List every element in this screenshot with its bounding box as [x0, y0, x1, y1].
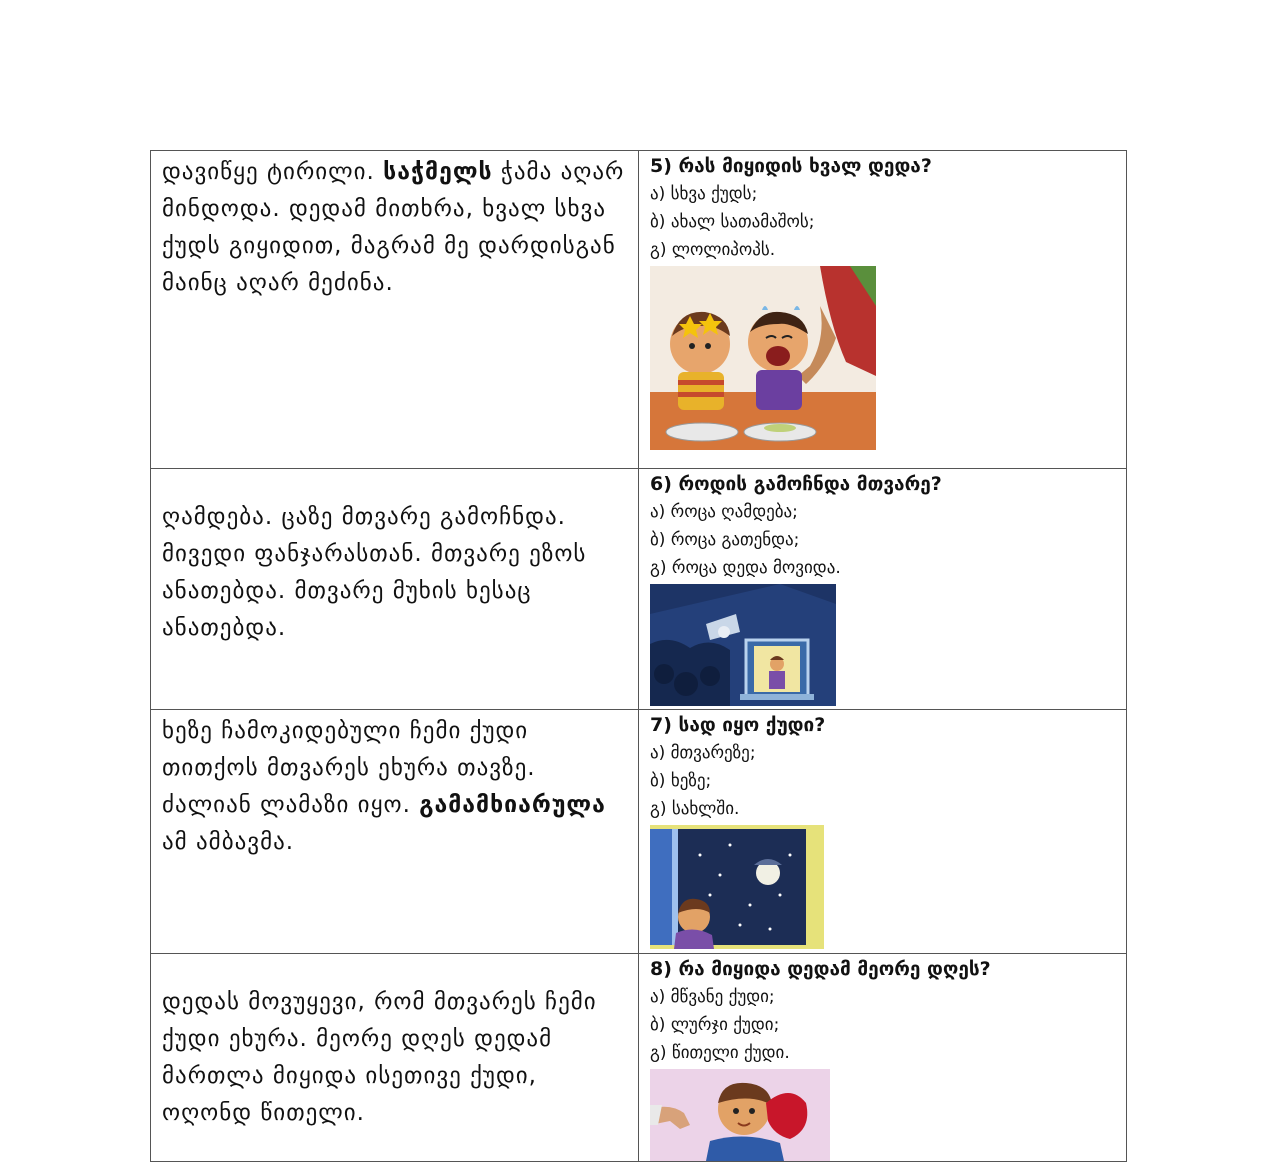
- table-row: [151, 710, 1127, 954]
- answer-option: ა) როცა ღამდება;: [650, 502, 798, 522]
- night-window-illustration: [650, 584, 836, 706]
- answer-options: [639, 498, 1126, 582]
- boy-looking-at-moon-illustration: [650, 825, 824, 949]
- crying-boys-illustration: [650, 266, 876, 450]
- question-title: 7) სად იყო ქუდი?: [650, 714, 826, 736]
- answer-option: ბ) ლურჯი ქუდი;: [650, 1015, 780, 1035]
- answer-options: [639, 180, 1126, 264]
- answer-option: ა) მთვარეზე;: [650, 743, 756, 763]
- story-text-part: ამ ამბავმა.: [162, 829, 295, 855]
- story-text: ღამდება. ცაზე მთვარე გამოჩნდა. მივედი ფანჯარასთან. მთვარე ეზოს ანათებდა. მთვარე მუხის ხესაც ანათებდა.: [162, 504, 587, 641]
- story-text: [151, 151, 638, 302]
- answer-option: ბ) როცა გათენდა;: [650, 530, 800, 550]
- question-cell: [639, 954, 1127, 1162]
- story-cell: [151, 710, 639, 954]
- question-title: 5) რას მიყიდის ხვალ დედა?: [650, 155, 932, 177]
- answer-option: ა) სხვა ქუდს;: [650, 184, 758, 204]
- table-row: [151, 954, 1127, 1162]
- answer-option: გ) ლოლიპოპს.: [650, 240, 776, 260]
- answer-option: გ) წითელი ქუდი.: [650, 1043, 790, 1063]
- answer-options: [639, 739, 1126, 823]
- question-cell: [639, 151, 1127, 469]
- story-bold-word: საჭმელს: [383, 159, 493, 185]
- answer-option: ბ) ხეზე;: [650, 771, 712, 791]
- answer-option: გ) სახლში.: [650, 799, 740, 819]
- question-cell: [639, 710, 1127, 954]
- answer-option: ბ) ახალ სათამაშოს;: [650, 212, 815, 232]
- table-row: [151, 151, 1127, 469]
- story-cell: [151, 151, 639, 469]
- story-text-part: ჭამა აღარ მინდოდა. დედამ მითხრა, ხვალ სხვა ქუდს გიყიდით, მაგრამ მე დარდისგან მაინც აღარ მეძინა.: [162, 159, 625, 296]
- boy-with-red-hat-illustration: [650, 1069, 830, 1161]
- answer-options: [639, 983, 1126, 1067]
- story-text-part: ხეზე ჩამოკიდებული ჩემი ქუდი თითქოს მთვარეს ეხურა თავზე. ძალიან ლამაზი იყო.: [162, 718, 536, 818]
- question-cell: [639, 469, 1127, 710]
- story-question-table: [150, 150, 1127, 1162]
- story-text-part: დავიწყე ტირილი.: [162, 159, 384, 185]
- question-title: 6) როდის გამოჩნდა მთვარე?: [650, 473, 942, 495]
- table-row: [151, 469, 1127, 710]
- story-bold-word: გამამხიარულა: [419, 792, 606, 818]
- answer-option: ა) მწვანე ქუდი;: [650, 987, 775, 1007]
- answer-option: გ) როცა დედა მოვიდა.: [650, 558, 841, 578]
- story-cell: [151, 954, 639, 1162]
- story-cell: [151, 469, 639, 710]
- story-text: დედას მოვუყევი, რომ მთვარეს ჩემი ქუდი ეხურა. მეორე დღეს დედამ მართლა მიყიდა ისეთივე ქუდი, ოღონდ წითელი.: [162, 989, 597, 1126]
- story-text: [151, 710, 638, 861]
- question-title: 8) რა მიყიდა დედამ მეორე დღეს?: [650, 958, 991, 980]
